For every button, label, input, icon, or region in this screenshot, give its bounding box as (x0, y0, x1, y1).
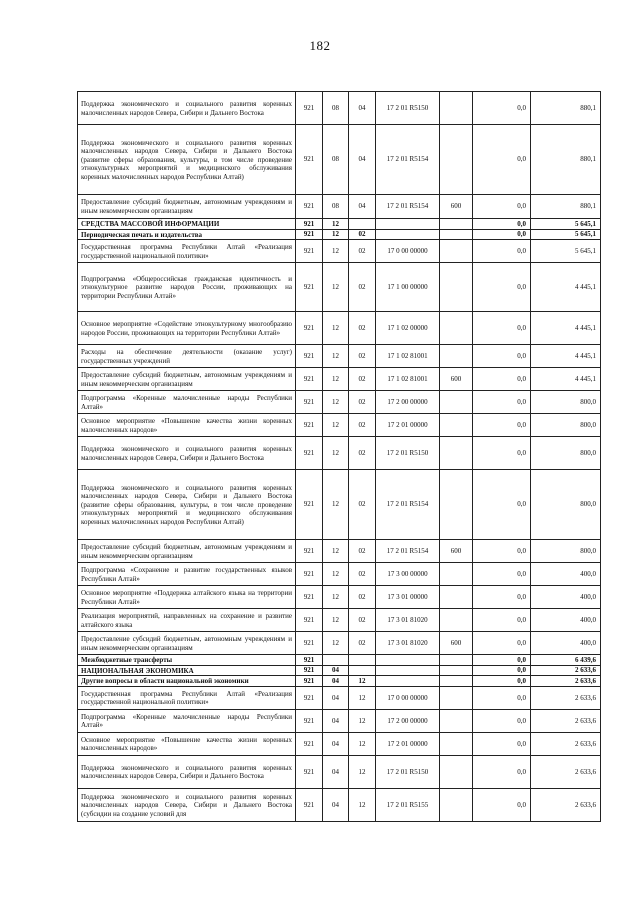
cell-target-article: 17 2 01 R5155 (376, 788, 440, 821)
cell-amount-2: 800,0 (531, 470, 601, 540)
cell-amount-1: 0,0 (473, 414, 531, 437)
cell-grbs: 921 (296, 368, 323, 391)
cell-amount-1: 0,0 (473, 229, 531, 240)
table-row (78, 470, 601, 540)
cell-target-article: 17 2 01 R5150 (376, 437, 440, 470)
cell-section: 04 (323, 665, 349, 676)
cell-expense-type (440, 437, 473, 470)
cell-subsection: 12 (349, 755, 376, 788)
cell-subsection: 02 (349, 312, 376, 345)
cell-target-article (376, 655, 440, 666)
cell-grbs: 921 (296, 540, 323, 563)
cell-subsection: 02 (349, 609, 376, 632)
cell-subsection (349, 219, 376, 230)
cell-subsection: 02 (349, 229, 376, 240)
cell-name: НАЦИОНАЛЬНАЯ ЭКОНОМИКА (78, 665, 296, 676)
table-row (78, 540, 601, 563)
cell-subsection: 12 (349, 788, 376, 821)
cell-expense-type (440, 92, 473, 125)
cell-amount-2: 5 645,1 (531, 240, 601, 263)
cell-subsection: 12 (349, 709, 376, 732)
cell-amount-1: 0,0 (473, 755, 531, 788)
cell-amount-2: 6 439,6 (531, 655, 601, 666)
cell-amount-2: 880,1 (531, 125, 601, 195)
cell-expense-type: 600 (440, 195, 473, 219)
cell-section: 12 (323, 391, 349, 414)
cell-target-article: 17 2 01 R5150 (376, 92, 440, 125)
table-row (78, 665, 601, 676)
cell-target-article (376, 219, 440, 230)
cell-target-article: 17 1 00 00000 (376, 263, 440, 312)
cell-grbs: 921 (296, 229, 323, 240)
cell-name: Подпрограмма «Сохранение и развитие государственных языков Республики Алтай» (78, 563, 296, 586)
cell-section: 12 (323, 609, 349, 632)
cell-grbs: 921 (296, 414, 323, 437)
cell-section: 08 (323, 125, 349, 195)
cell-subsection: 02 (349, 240, 376, 263)
cell-amount-2: 4 445,1 (531, 312, 601, 345)
table-row (78, 609, 601, 632)
cell-grbs: 921 (296, 676, 323, 687)
table-row (78, 125, 601, 195)
cell-name: Подпрограмма «Общероссийская гражданская идентичность и этнокультурное развитие народов России, проживающих на территории Республики Алтай» (78, 263, 296, 312)
table-row (78, 563, 601, 586)
cell-subsection (349, 655, 376, 666)
cell-target-article: 17 2 01 00000 (376, 414, 440, 437)
cell-amount-1: 0,0 (473, 676, 531, 687)
cell-grbs: 921 (296, 586, 323, 609)
cell-amount-2: 5 645,1 (531, 219, 601, 230)
cell-subsection: 02 (349, 368, 376, 391)
cell-section: 04 (323, 676, 349, 687)
cell-target-article: 17 0 00 00000 (376, 240, 440, 263)
cell-grbs: 921 (296, 437, 323, 470)
cell-expense-type (440, 229, 473, 240)
cell-grbs: 921 (296, 240, 323, 263)
cell-name: Поддержка экономического и социального развития коренных малочисленных народов Севера, Сибири и Дальнего Востока (развитие сферы образования, культуры, в том числе проведение этнокультурных мероприятий и медицинского обслуживания коренных малочисленных народов Республики Алтай) (78, 125, 296, 195)
cell-amount-2: 880,1 (531, 195, 601, 219)
cell-target-article: 17 2 01 R5154 (376, 125, 440, 195)
cell-amount-2: 800,0 (531, 414, 601, 437)
table-body (78, 92, 601, 822)
cell-amount-1: 0,0 (473, 665, 531, 676)
cell-amount-1: 0,0 (473, 788, 531, 821)
cell-expense-type (440, 655, 473, 666)
table-row (78, 263, 601, 312)
table-row (78, 732, 601, 755)
cell-amount-1: 0,0 (473, 219, 531, 230)
cell-amount-1: 0,0 (473, 92, 531, 125)
cell-target-article: 17 2 01 00000 (376, 732, 440, 755)
table-row (78, 345, 601, 368)
cell-name: Расходы на обеспечение деятельности (оказание услуг) государственных учреждений (78, 345, 296, 368)
table-row (78, 368, 601, 391)
cell-section: 12 (323, 240, 349, 263)
cell-grbs: 921 (296, 755, 323, 788)
cell-expense-type (440, 586, 473, 609)
cell-section: 04 (323, 732, 349, 755)
cell-target-article: 17 1 02 81001 (376, 345, 440, 368)
cell-amount-1: 0,0 (473, 540, 531, 563)
cell-amount-2: 800,0 (531, 437, 601, 470)
cell-subsection: 02 (349, 437, 376, 470)
cell-name: Поддержка экономического и социального развития коренных малочисленных народов Севера, Сибири и Дальнего Востока (78, 92, 296, 125)
cell-name: Поддержка экономического и социального развития коренных малочисленных народов Севера, Сибири и Дальнего Востока (развитие сферы образования, культуры, в том числе проведение этнокультурных мероприятий и медицинского обслуживания коренных малочисленных народов Республики Алтай) (78, 470, 296, 540)
cell-target-article (376, 676, 440, 687)
cell-grbs: 921 (296, 563, 323, 586)
cell-expense-type (440, 470, 473, 540)
cell-expense-type (440, 709, 473, 732)
cell-expense-type (440, 686, 473, 709)
cell-target-article: 17 3 00 00000 (376, 563, 440, 586)
cell-expense-type (440, 219, 473, 230)
cell-subsection: 02 (349, 586, 376, 609)
cell-expense-type (440, 732, 473, 755)
cell-expense-type (440, 414, 473, 437)
page-number: 182 (309, 38, 331, 53)
cell-amount-1: 0,0 (473, 391, 531, 414)
cell-amount-1: 0,0 (473, 263, 531, 312)
cell-name: Подпрограмма «Коренные малочисленные народы Республики Алтай» (78, 391, 296, 414)
cell-expense-type (440, 755, 473, 788)
cell-amount-1: 0,0 (473, 470, 531, 540)
cell-section: 08 (323, 92, 349, 125)
cell-subsection: 02 (349, 391, 376, 414)
cell-target-article: 17 2 01 R5154 (376, 540, 440, 563)
cell-section: 12 (323, 368, 349, 391)
cell-subsection: 02 (349, 414, 376, 437)
cell-amount-2: 800,0 (531, 391, 601, 414)
cell-subsection: 02 (349, 563, 376, 586)
cell-target-article: 17 1 02 81001 (376, 368, 440, 391)
cell-amount-1: 0,0 (473, 312, 531, 345)
table-row (78, 195, 601, 219)
cell-target-article (376, 665, 440, 676)
cell-amount-2: 4 445,1 (531, 263, 601, 312)
cell-amount-2: 2 633,6 (531, 732, 601, 755)
cell-expense-type (440, 788, 473, 821)
cell-subsection: 02 (349, 263, 376, 312)
cell-expense-type (440, 240, 473, 263)
cell-section: 12 (323, 345, 349, 368)
cell-grbs: 921 (296, 195, 323, 219)
cell-name: Предоставление субсидий бюджетным, автономным учреждениям и иным некоммерческим организациям (78, 632, 296, 655)
cell-amount-2: 2 633,6 (531, 755, 601, 788)
cell-amount-2: 2 633,6 (531, 709, 601, 732)
cell-expense-type (440, 563, 473, 586)
cell-amount-1: 0,0 (473, 240, 531, 263)
cell-grbs: 921 (296, 345, 323, 368)
table-row (78, 755, 601, 788)
cell-amount-1: 0,0 (473, 437, 531, 470)
cell-target-article: 17 2 01 R5150 (376, 755, 440, 788)
cell-target-article: 17 3 01 00000 (376, 586, 440, 609)
cell-amount-2: 400,0 (531, 609, 601, 632)
cell-name: Основное мероприятие «Повышение качества жизни коренных малочисленных народов» (78, 732, 296, 755)
cell-section: 12 (323, 219, 349, 230)
cell-subsection: 04 (349, 195, 376, 219)
cell-section: 08 (323, 195, 349, 219)
cell-section: 12 (323, 586, 349, 609)
cell-grbs: 921 (296, 609, 323, 632)
cell-grbs: 921 (296, 312, 323, 345)
cell-target-article: 17 3 01 81020 (376, 632, 440, 655)
cell-section: 12 (323, 540, 349, 563)
cell-section: 12 (323, 563, 349, 586)
cell-expense-type (440, 312, 473, 345)
cell-name: Основное мероприятие «Повышение качества жизни коренных малочисленных народов» (78, 414, 296, 437)
cell-amount-1: 0,0 (473, 345, 531, 368)
cell-grbs: 921 (296, 709, 323, 732)
budget-table (77, 91, 601, 822)
cell-subsection: 02 (349, 345, 376, 368)
cell-section: 12 (323, 229, 349, 240)
cell-expense-type (440, 676, 473, 687)
cell-name: Основное мероприятие «Поддержка алтайского языка на территории Республики Алтай» (78, 586, 296, 609)
cell-amount-2: 400,0 (531, 632, 601, 655)
table-row (78, 240, 601, 263)
cell-section: 12 (323, 414, 349, 437)
table-row (78, 229, 601, 240)
cell-grbs: 921 (296, 655, 323, 666)
cell-grbs: 921 (296, 219, 323, 230)
cell-expense-type: 600 (440, 632, 473, 655)
cell-amount-2: 2 633,6 (531, 686, 601, 709)
cell-expense-type (440, 345, 473, 368)
cell-name: Предоставление субсидий бюджетным, автономным учреждениям и иным некоммерческим организациям (78, 540, 296, 563)
cell-name: Государственная программа Республики Алтай «Реализация государственной национальной политики» (78, 686, 296, 709)
table-row (78, 92, 601, 125)
cell-target-article: 17 2 01 R5154 (376, 470, 440, 540)
cell-grbs: 921 (296, 125, 323, 195)
table-row (78, 586, 601, 609)
cell-amount-2: 2 633,6 (531, 788, 601, 821)
cell-section: 12 (323, 632, 349, 655)
cell-amount-1: 0,0 (473, 609, 531, 632)
cell-grbs: 921 (296, 391, 323, 414)
cell-name: Реализация мероприятий, направленных на сохранение и развитие алтайского языка (78, 609, 296, 632)
cell-amount-1: 0,0 (473, 586, 531, 609)
cell-amount-2: 5 645,1 (531, 229, 601, 240)
cell-expense-type (440, 125, 473, 195)
cell-subsection: 04 (349, 92, 376, 125)
cell-name: Межбюджетные трансферты (78, 655, 296, 666)
cell-subsection: 02 (349, 540, 376, 563)
cell-amount-2: 2 633,6 (531, 676, 601, 687)
table-row (78, 676, 601, 687)
cell-amount-1: 0,0 (473, 632, 531, 655)
cell-grbs: 921 (296, 263, 323, 312)
cell-name: Другие вопросы в области национальной экономики (78, 676, 296, 687)
cell-target-article: 17 2 00 00000 (376, 709, 440, 732)
cell-expense-type: 600 (440, 540, 473, 563)
cell-expense-type (440, 263, 473, 312)
cell-section: 12 (323, 263, 349, 312)
cell-amount-2: 800,0 (531, 540, 601, 563)
cell-name: Поддержка экономического и социального развития коренных малочисленных народов Севера, Сибири и Дальнего Востока (78, 755, 296, 788)
cell-expense-type: 600 (440, 368, 473, 391)
cell-amount-1: 0,0 (473, 655, 531, 666)
table-row (78, 655, 601, 666)
table-row (78, 437, 601, 470)
cell-grbs: 921 (296, 732, 323, 755)
table-row (78, 414, 601, 437)
cell-grbs: 921 (296, 470, 323, 540)
cell-target-article (376, 229, 440, 240)
cell-grbs: 921 (296, 665, 323, 676)
cell-name: Подпрограмма «Коренные малочисленные народы Республики Алтай» (78, 709, 296, 732)
cell-amount-1: 0,0 (473, 368, 531, 391)
cell-subsection (349, 665, 376, 676)
cell-expense-type (440, 665, 473, 676)
cell-amount-2: 2 633,6 (531, 665, 601, 676)
cell-subsection: 12 (349, 686, 376, 709)
cell-amount-1: 0,0 (473, 732, 531, 755)
table-row (78, 219, 601, 230)
cell-target-article: 17 1 02 00000 (376, 312, 440, 345)
cell-name: Основное мероприятие «Содействие этнокультурному многообразию народов России, проживающих на территории Республики Алтай» (78, 312, 296, 345)
cell-name: Периодическая печать и издательства (78, 229, 296, 240)
cell-name: СРЕДСТВА МАССОВОЙ ИНФОРМАЦИИ (78, 219, 296, 230)
cell-name: Предоставление субсидий бюджетным, автономным учреждениям и иным некоммерческим организациям (78, 368, 296, 391)
cell-section: 04 (323, 755, 349, 788)
table-row (78, 686, 601, 709)
cell-name: Поддержка экономического и социального развития коренных малочисленных народов Севера, Сибири и Дальнего Востока (субсидии на создание условий для (78, 788, 296, 821)
table-row (78, 391, 601, 414)
cell-target-article: 17 0 00 00000 (376, 686, 440, 709)
cell-subsection: 02 (349, 470, 376, 540)
cell-target-article: 17 3 01 81020 (376, 609, 440, 632)
cell-expense-type (440, 609, 473, 632)
cell-amount-1: 0,0 (473, 709, 531, 732)
cell-amount-2: 4 445,1 (531, 368, 601, 391)
table-row (78, 632, 601, 655)
cell-subsection: 12 (349, 732, 376, 755)
cell-subsection: 12 (349, 676, 376, 687)
cell-amount-2: 400,0 (531, 586, 601, 609)
cell-expense-type (440, 391, 473, 414)
cell-amount-1: 0,0 (473, 195, 531, 219)
cell-target-article: 17 2 00 00000 (376, 391, 440, 414)
table-row (78, 709, 601, 732)
cell-section: 04 (323, 788, 349, 821)
table-row (78, 788, 601, 821)
cell-section: 04 (323, 686, 349, 709)
cell-amount-1: 0,0 (473, 125, 531, 195)
cell-name: Предоставление субсидий бюджетным, автономным учреждениям и иным некоммерческим организациям (78, 195, 296, 219)
cell-amount-1: 0,0 (473, 563, 531, 586)
cell-amount-2: 400,0 (531, 563, 601, 586)
cell-grbs: 921 (296, 686, 323, 709)
cell-grbs: 921 (296, 92, 323, 125)
cell-section: 12 (323, 437, 349, 470)
cell-section: 12 (323, 470, 349, 540)
cell-section: 04 (323, 709, 349, 732)
cell-name: Поддержка экономического и социального развития коренных малочисленных народов Севера, Сибири и Дальнего Востока (78, 437, 296, 470)
cell-name: Государственная программа Республики Алтай «Реализация государственной национальной политики» (78, 240, 296, 263)
cell-subsection: 02 (349, 632, 376, 655)
cell-subsection: 04 (349, 125, 376, 195)
cell-target-article: 17 2 01 R5154 (376, 195, 440, 219)
cell-amount-1: 0,0 (473, 686, 531, 709)
cell-amount-2: 4 445,1 (531, 345, 601, 368)
cell-grbs: 921 (296, 632, 323, 655)
cell-amount-2: 880,1 (531, 92, 601, 125)
table-row (78, 312, 601, 345)
cell-section (323, 655, 349, 666)
cell-section: 12 (323, 312, 349, 345)
cell-grbs: 921 (296, 788, 323, 821)
